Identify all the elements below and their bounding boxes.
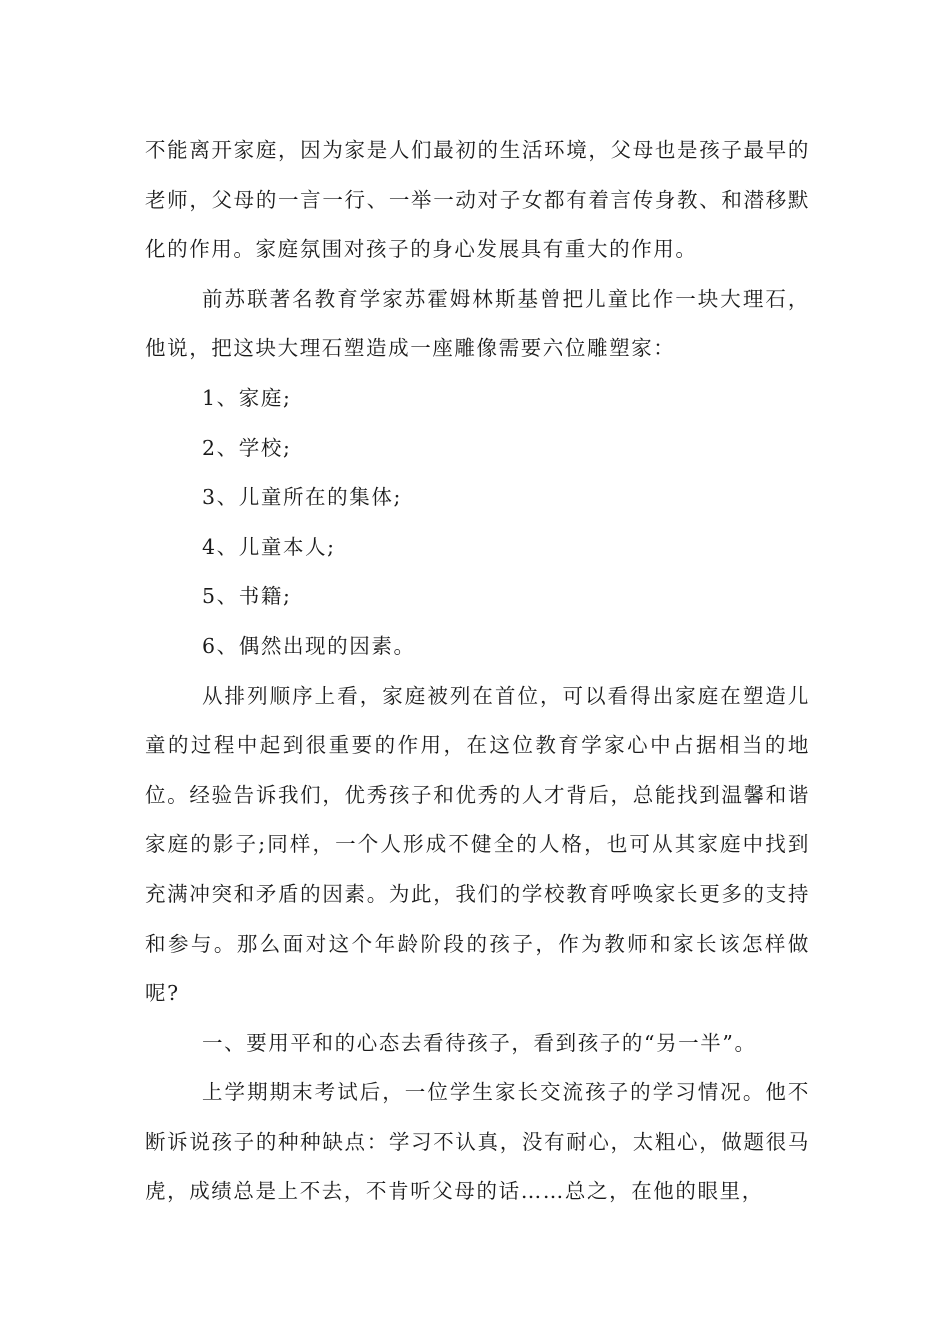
sculptor-list [145,374,810,672]
paragraph-analysis: 从排列顺序上看，家庭被列在首位，可以看得出家庭在塑造儿童的过程中起到很重要的作用，在这位教育学家心中占据相当的地位。经验告诉我们，优秀孩子和优秀的人才背后，总能找到温馨和谐家庭的影子;同样，一个人形成不健全的人格，也可从其家庭中找到充满冲突和矛盾的因素。为此，我们的学校教育呼唤家长更多的支持和参与。那么面对这个年龄阶段的孩子，作为教师和家长该怎样做呢? [145,683,810,1006]
list-item: 3、儿童所在的集体; [202,485,402,510]
list-item: 5、书籍; [202,584,292,609]
document-body [145,126,810,1217]
list-item: 1、家庭; [202,385,292,410]
paragraph-quote-intro: 前苏联著名教育学家苏霍姆林斯基曾把儿童比作一块大理石，他说，把这块大理石塑造成一座雕像需要六位雕塑家： [145,286,810,361]
paragraph-anecdote: 上学期期末考试后，一位学生家长交流孩子的学习情况。他不断诉说孩子的种种缺点：学习不认真，没有耐心，太粗心，做题很马虎，成绩总是上不去，不肯听父母的话……总之，在他的眼里， [145,1080,810,1204]
list-item: 6、偶然出现的因素。 [202,633,416,658]
paragraph-continuation: 不能离开家庭，因为家是人们最初的生活环境，父母也是孩子最早的老师，父母的一言一行、一举一动对子女都有着言传身教、和潜移默化的作用。家庭氛围对孩子的身心发展具有重大的作用。 [145,138,810,262]
list-item: 4、儿童本人; [202,534,336,559]
section-heading: 一、要用平和的心态去看待孩子，看到孩子的“另一半”。 [202,1030,757,1055]
list-item: 2、学校; [202,435,292,460]
